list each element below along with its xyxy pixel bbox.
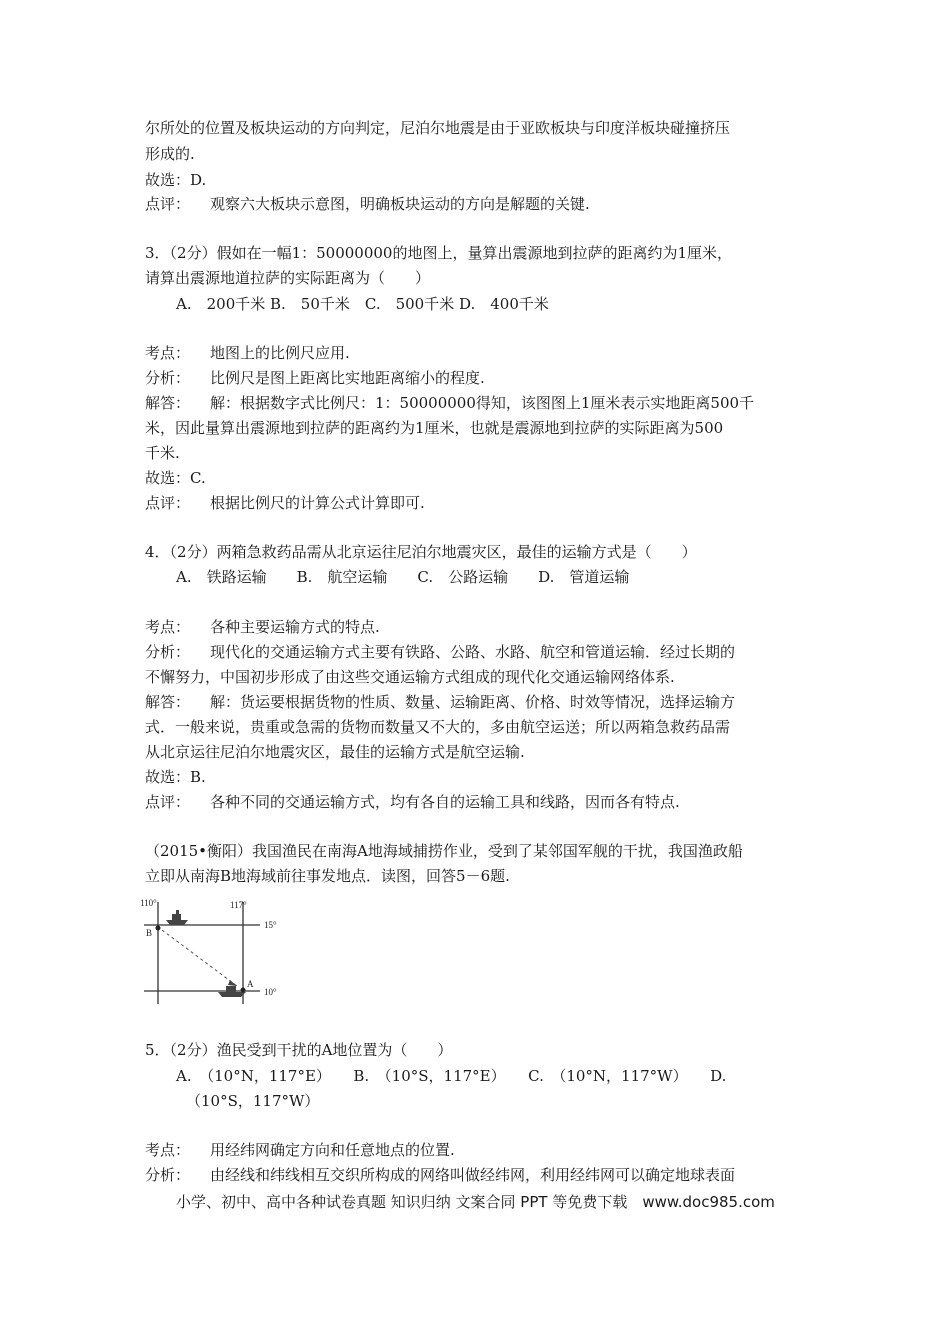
analysis-continuation-line: 尔所处的位置及板块运动的方向判定，尼泊尔地震是由于亚欧板块与印度洋板块碰撞挤压 <box>145 119 731 137</box>
comment-line <box>145 493 425 513</box>
jieda-text: 米，因此量算出震源地到拉萨的距离约为1厘米，也就是震源地到拉萨的实际距离为500 <box>145 419 724 437</box>
kaodian-label: 考点： <box>145 618 191 636</box>
answer-line <box>145 468 206 488</box>
kaodian-line <box>145 1140 455 1160</box>
question-5-stem: 5．（2分）渔民受到干扰的A地位置为（ ） <box>145 1041 453 1059</box>
comment-line <box>145 792 680 812</box>
jieda-label: 解答： <box>145 693 191 711</box>
point-b-marker <box>156 926 161 931</box>
fenxi-text: 比例尺是图上距离比实地距离缩小的程度. <box>210 369 485 387</box>
kaodian-text: 各种主要运输方式的特点. <box>210 618 380 636</box>
option-a: A. 铁路运输 <box>176 568 267 586</box>
lat-lon-grid-diagram <box>140 898 300 1008</box>
question-3-options: A. 200千米 B. 50千米 C. 500千米 D. 400千米 <box>176 295 549 313</box>
analysis-continuation-line: 形成的. <box>145 145 195 163</box>
fenxi-line <box>145 1165 735 1185</box>
fenxi-text: 不懈努力，中国初步形成了由这些交通运输方式组成的现代化交通运输网络体系. <box>145 668 675 686</box>
fenxi-label: 分析： <box>145 643 191 661</box>
question-4-stem: 4．（2分）两箱急救药品需从北京运往尼泊尔地震灾区，最佳的运输方式是（ ） <box>145 543 697 561</box>
option-b: B. 航空运输 <box>296 568 388 586</box>
fenxi-label: 分析： <box>145 369 191 387</box>
option-d: D. 管道运输 <box>538 568 630 586</box>
jieda-line <box>145 393 754 413</box>
ship-icon <box>166 910 188 925</box>
answer-value: B. <box>190 768 206 786</box>
question-group-intro: （2015•衡阳）我国渔民在南海A地海域捕捞作业，受到了某邻国军舰的干扰，我国渔政船 <box>145 842 743 860</box>
fenxi-text: 现代化的交通运输方式主要有铁路、公路、水路、航空和管道运输．经过长期的 <box>210 643 736 661</box>
question-5-options: A. （10°N，117°E） B. （10°S，117°E） C. （10°N，117°W） D. <box>176 1067 727 1085</box>
comment-label: 点评： <box>145 494 191 512</box>
jieda-label: 解答： <box>145 394 191 412</box>
answer-value: D. <box>190 171 207 189</box>
answer-label: 故选： <box>145 469 191 487</box>
kaodian-line <box>145 617 380 637</box>
label-point-b: B <box>146 928 153 938</box>
kaodian-label: 考点： <box>145 1141 191 1159</box>
label-point-a: A <box>247 979 254 989</box>
fenxi-text: 由经线和纬线相互交织所构成的网络叫做经纬网，利用经纬网可以确定地球表面 <box>210 1166 736 1184</box>
question-5-options: （10°S，117°W） <box>186 1092 320 1110</box>
jieda-text: 解：根据数字式比例尺：1：50000000得知，该图图上1厘米表示实地距离500千 <box>210 394 755 412</box>
comment-text: 观察六大板块示意图，明确板块运动的方向是解题的关键. <box>210 195 590 213</box>
fenxi-label: 分析： <box>145 1166 191 1184</box>
label-lon-right: 117° <box>230 900 247 910</box>
comment-text: 各种不同的交通运输方式，均有各自的运输工具和线路，因而各有特点. <box>210 793 680 811</box>
comment-text: 根据比例尺的计算公式计算即可. <box>210 494 425 512</box>
comment-label: 点评： <box>145 195 191 213</box>
comment-line <box>145 194 590 214</box>
question-group-intro: 立即从南海B地海域前往事发地点．读图，回答5－6题. <box>145 867 510 885</box>
jieda-text: 从北京运往尼泊尔地震灾区，最佳的运输方式是航空运输. <box>145 743 525 761</box>
answer-label: 故选： <box>145 171 191 189</box>
jieda-text: 解：货运要根据货物的性质、数量、运输距离、价格、时效等情况，选择运输方 <box>210 693 736 711</box>
comment-label: 点评： <box>145 793 191 811</box>
jieda-text: 千米. <box>145 444 180 462</box>
label-lat-top: 15° <box>264 920 277 930</box>
option-c: C. 公路运输 <box>417 568 509 586</box>
question-4-options <box>176 567 659 587</box>
jieda-line <box>145 692 735 712</box>
answer-line <box>145 170 206 190</box>
kaodian-line <box>145 343 350 363</box>
question-3-stem: 请算出震源地道拉萨的实际距离为（ ） <box>145 269 431 287</box>
fenxi-line <box>145 642 735 662</box>
answer-value: C. <box>190 469 206 487</box>
label-lon-left: 110° <box>140 898 157 908</box>
page-footer: 小学、初中、高中各种试卷真题 知识归纳 文案合同 PPT 等免费下载 www.doc985.com <box>176 1193 775 1211</box>
answer-label: 故选： <box>145 768 191 786</box>
jieda-text: 式．一般来说，贵重或急需的货物而数量又不大的，多由航空运送；所以两箱急救药品需 <box>145 718 731 736</box>
question-3-stem: 3．（2分）假如在一幅1：50000000的地图上，量算出震源地到拉萨的距离约为1厘米， <box>145 244 733 262</box>
fenxi-line <box>145 368 485 388</box>
kaodian-text: 地图上的比例尺应用. <box>210 344 350 362</box>
route-line <box>162 930 237 986</box>
point-a-marker <box>241 988 246 993</box>
kaodian-label: 考点： <box>145 344 191 362</box>
label-lat-bottom: 10° <box>264 987 277 997</box>
kaodian-text: 用经纬网确定方向和任意地点的位置. <box>210 1141 455 1159</box>
answer-line <box>145 767 206 787</box>
